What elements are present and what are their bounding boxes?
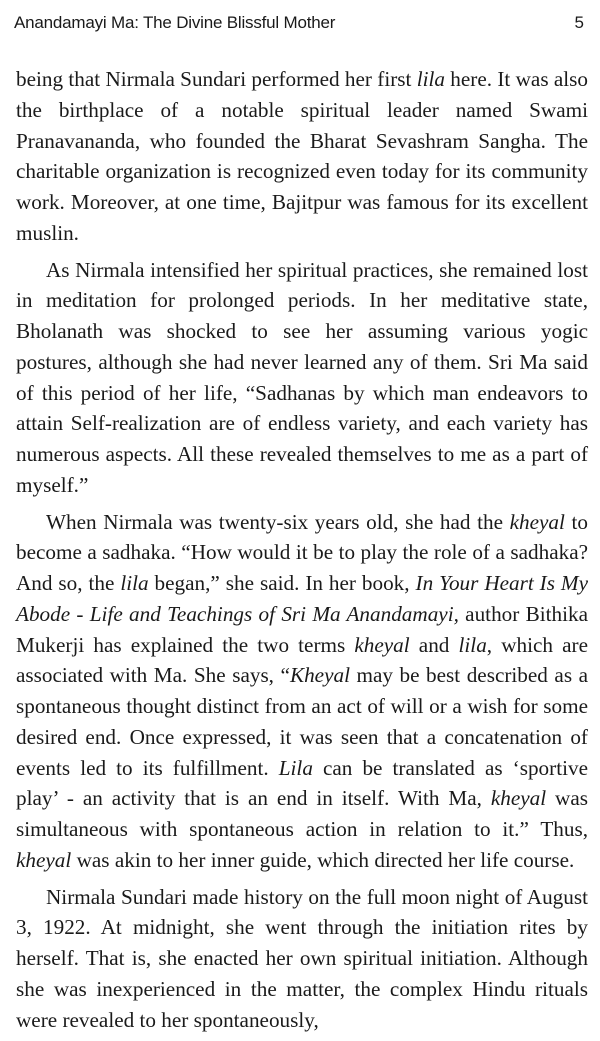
page-number: 5 [574, 13, 584, 32]
paragraph [16, 64, 588, 249]
running-head-title: Anandamayi Ma: The Divine Blissful Mother [14, 13, 336, 32]
italic-term: Kheyal [289, 663, 350, 688]
text-run: Nirmala Sundari made history on the full moon night of August 3, 1922. At midnight, she went through the initiation rites by herself. That is, she enacted her own spiritual initiation. Although she was inexperienced in the matter, the complex Hindu rituals were revealed to her spontaneously, [16, 884, 588, 1032]
italic-term: kheyal [490, 786, 547, 811]
running-head [14, 10, 584, 36]
text-run: , which are associated with Ma. She says, “ [16, 632, 588, 688]
text-run: to become a sadhaka. “How would it be to play the role of a sadhaka? And so, the [16, 509, 589, 595]
text-run: can be translated as ‘sportive play’ - an activity that is an end in itself. With Ma, [16, 755, 588, 811]
paragraph [16, 882, 588, 1036]
text-run: may be best described as a spontaneous thought distinct from an act of will or a wish for some desired end. Once expressed, it was seen that a concatenation of events led to its fulfillment. [16, 663, 589, 780]
text-run: When Nirmala was twenty-six years old, she had the [46, 509, 510, 534]
text-run: was simultaneous with spontaneous action in relation to it.” Thus, [16, 786, 588, 841]
text-run: author Bithika Mukerji has explained the two terms [16, 601, 588, 657]
text-run: and [409, 632, 459, 657]
text-run: was akin to her inner guide, which directed her life course. [71, 847, 575, 872]
italic-term: lila [458, 632, 487, 657]
text-run: As Nirmala intensified her spiritual practices, she remained lost in meditation for prolonged periods. In her meditative state, Bholanath was shocked to see her assuming various yogic postures, although she had never learned any of them. Sri Ma said of this period of her life, “Sadhanas by which man endeavors to attain Self-realization are of endless variety, and each variety has numerous aspects. All these revealed themselves to me as a part of myself.” [16, 257, 588, 497]
italic-term: kheyal [509, 509, 565, 534]
italic-term: Lila [278, 755, 313, 780]
text-run: began,” she said. In her book, [148, 571, 416, 595]
text-run: being that Nirmala Sundari performed her first [16, 67, 417, 91]
paragraph [16, 507, 588, 876]
italic-term: lila [120, 571, 149, 595]
italic-term: kheyal [354, 632, 410, 657]
italic-term: lila [416, 67, 445, 91]
text-run: here. It was also the birthplace of a notable spiritual leader named Swami Pranavananda, who founded the Bharat Sevashram Sangha. The charitable organization is recognized even today for its community work. Moreover, at one time, Bajitpur was famous for its excellent muslin. [16, 67, 588, 245]
body-text [16, 64, 588, 1041]
paragraph [16, 255, 588, 501]
italic-term: In Your Heart Is My Abode - Life and Teachings of Sri Ma Anandamayi, [16, 571, 588, 626]
italic-term: kheyal [16, 847, 72, 872]
